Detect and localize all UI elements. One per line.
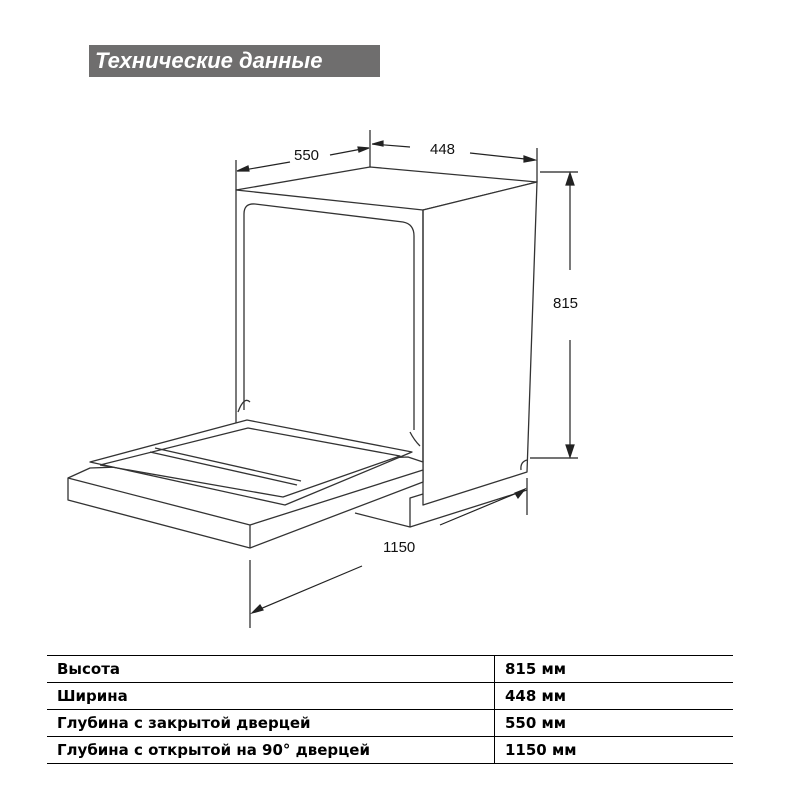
spec-value: 550 мм — [495, 710, 734, 737]
table-row — [47, 683, 733, 710]
depth-dimension-label: 550 — [294, 147, 320, 164]
door-opening — [244, 204, 414, 430]
spec-label: Глубина с закрытой дверцей — [47, 710, 495, 737]
height-dimension-label: 815 — [553, 295, 579, 312]
table-row — [47, 656, 733, 683]
dimension-line-open-depth — [253, 566, 362, 612]
open-depth-dimension-label: 1150 — [383, 539, 416, 556]
specifications-table — [47, 655, 733, 764]
width-dimension-label: 448 — [430, 141, 456, 158]
spec-label: Глубина с открытой на 90° дверцей — [47, 737, 495, 764]
spec-value: 815 мм — [495, 656, 734, 683]
spec-value: 1150 мм — [495, 737, 734, 764]
spec-value: 448 мм — [495, 683, 734, 710]
page-title: Технические данные — [95, 48, 323, 73]
table-row — [47, 737, 733, 764]
table-row — [47, 710, 733, 737]
spec-label: Высота — [47, 656, 495, 683]
cabinet-side-face — [423, 182, 537, 505]
spec-label: Ширина — [47, 683, 495, 710]
